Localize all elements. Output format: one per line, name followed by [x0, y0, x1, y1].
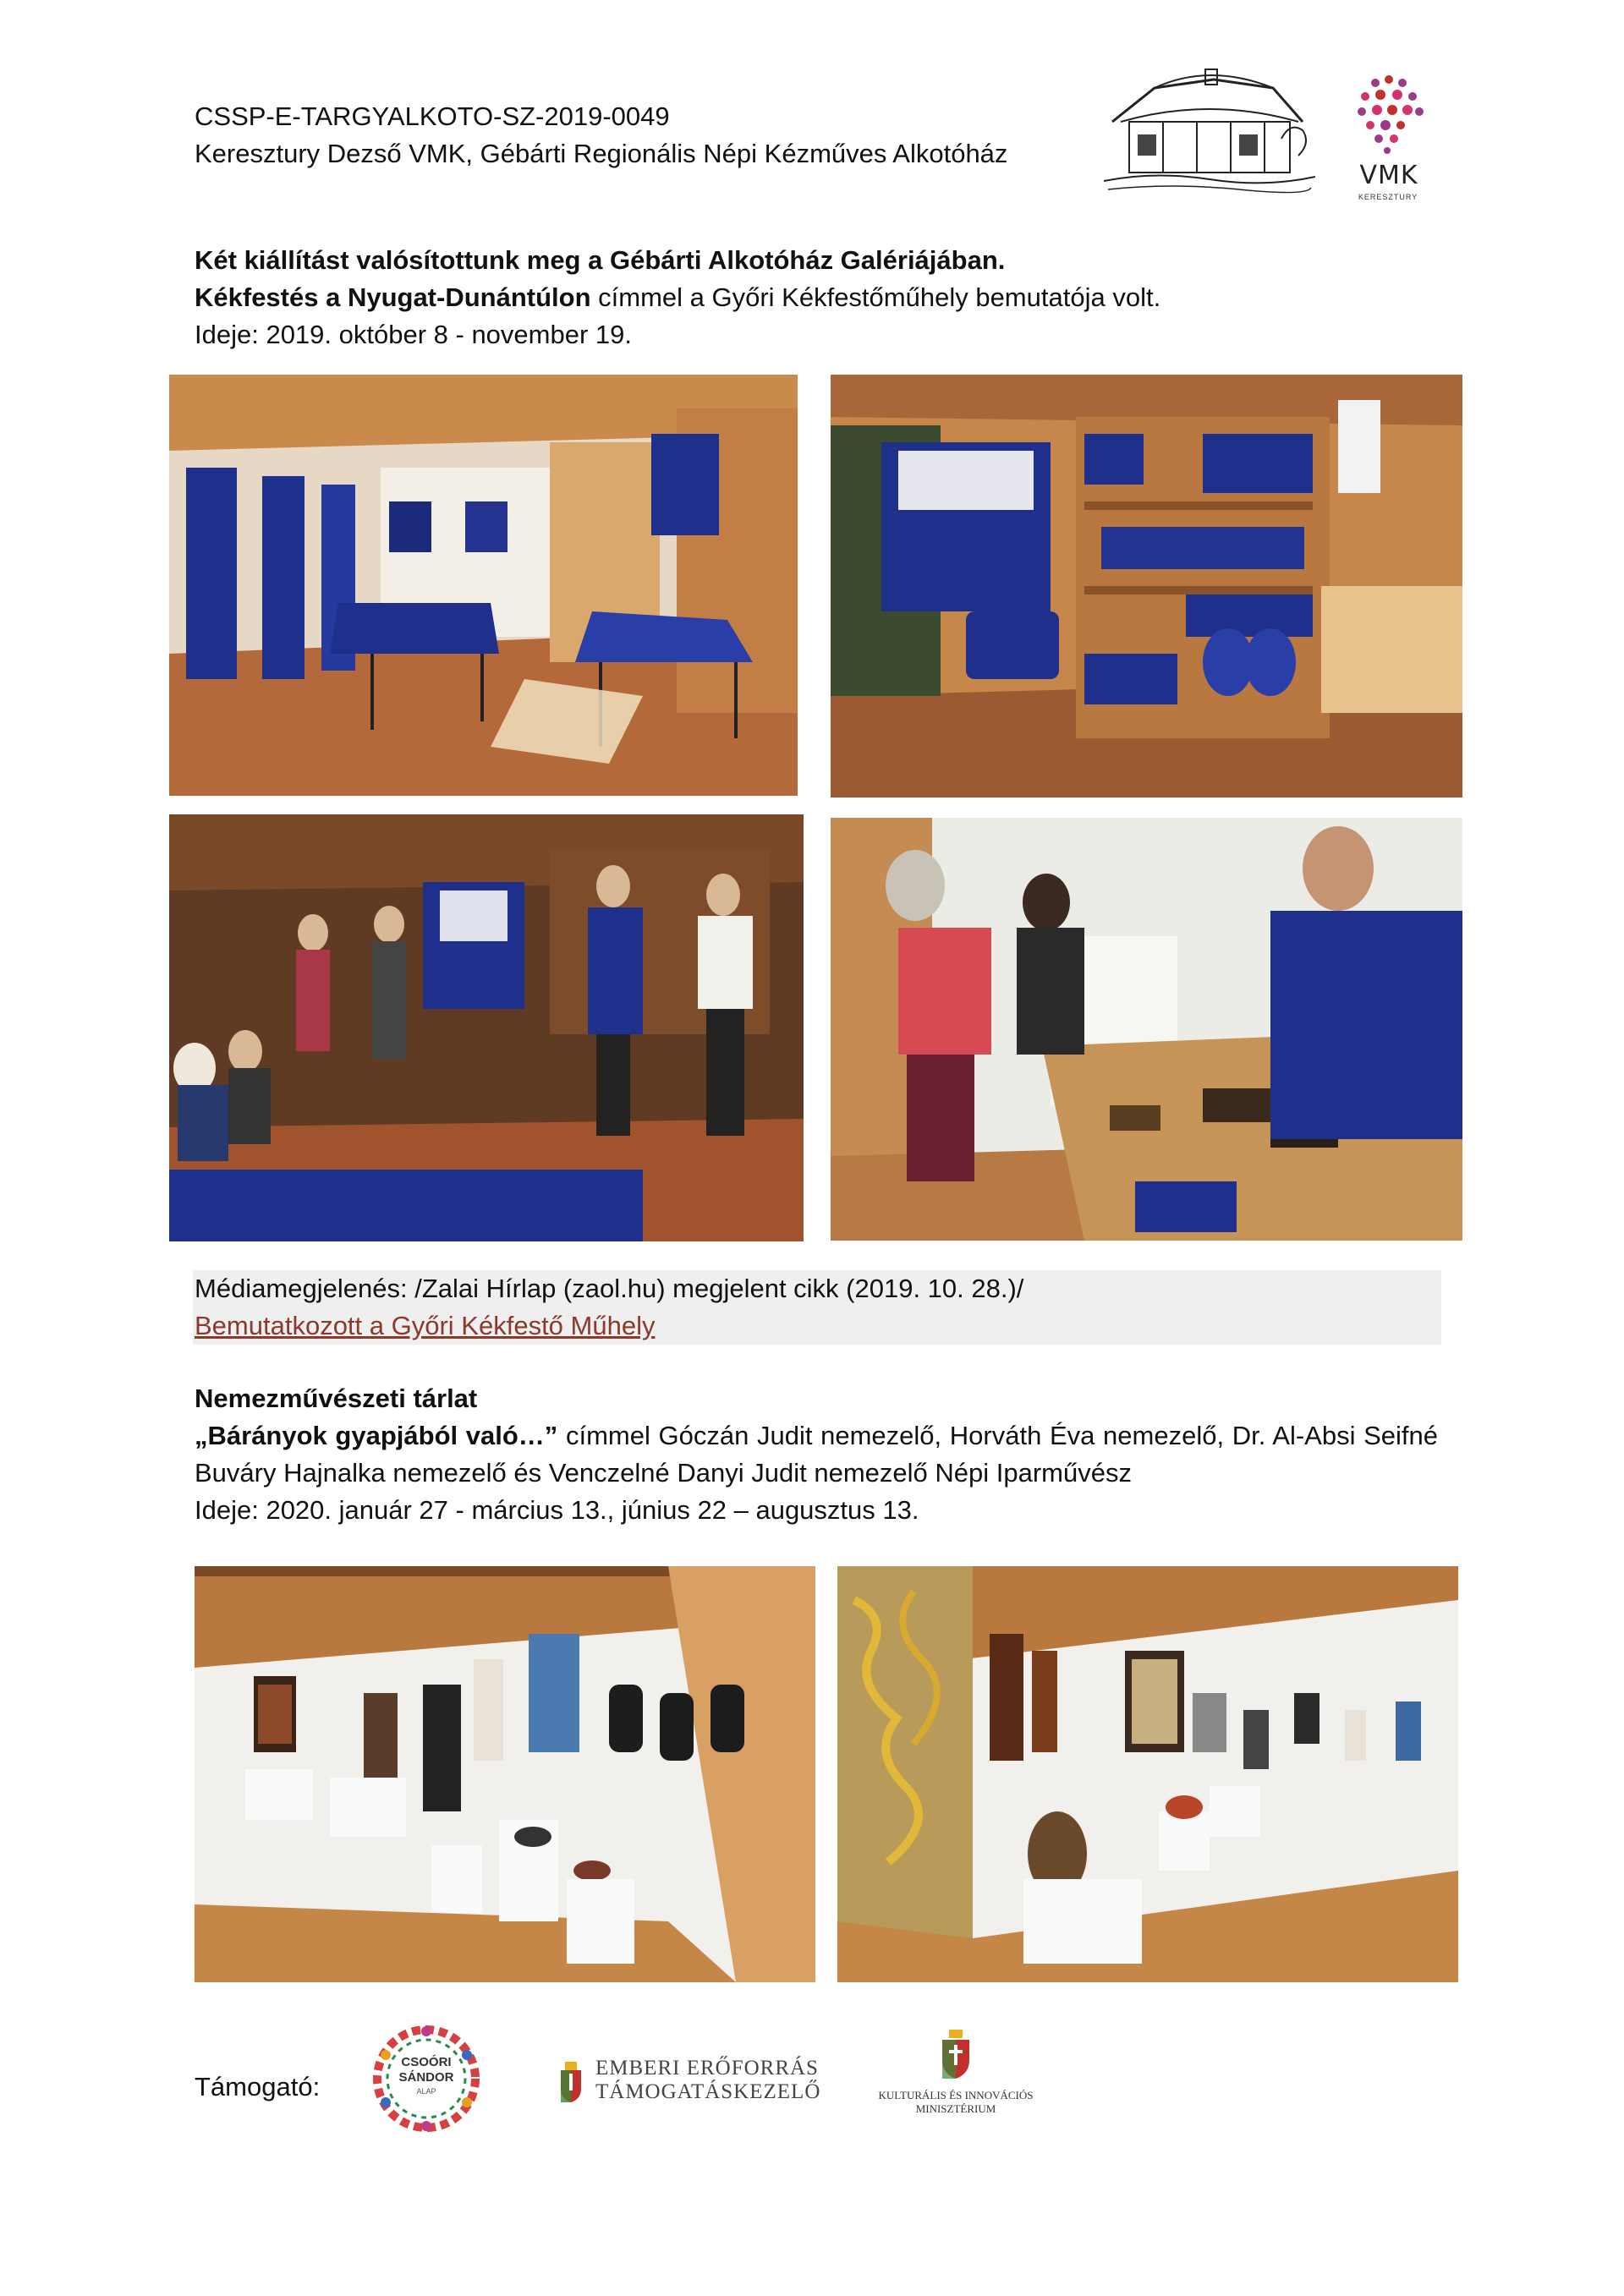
ministry-logo-line2: MINISZTÉRIUM — [915, 2102, 996, 2115]
emberi-eroforras-logo — [558, 2055, 820, 2107]
exhibition1-line — [195, 279, 1160, 316]
csoori-logo-line3: ALAP — [416, 2087, 436, 2096]
photo-felt-gallery-right — [837, 1566, 1458, 1982]
felt-heading: Nemezművészeti tárlat — [195, 1384, 478, 1413]
emberi-logo-line2: TÁMOGATÁSKEZELŐ — [595, 2080, 821, 2103]
ministry-logo — [863, 2030, 1049, 2123]
sponsor-label: Támogató: — [195, 2072, 321, 2101]
exhibition1-description: címmel a Győri Kékfestőműhely bemutatója volt. — [590, 282, 1161, 312]
emberi-logo-line1: EMBERI ERŐFORRÁS — [595, 2057, 819, 2080]
ministry-logo-line1: KULTURÁLIS ÉS INNOVÁCIÓS — [878, 2089, 1034, 2101]
house-logo — [1104, 63, 1315, 198]
photo-opening-visitors — [169, 814, 804, 1241]
intro-heading: Két kiállítást valósítottunk meg a Gébárti Alkotóház Galériájában. — [195, 245, 1006, 275]
felt-description — [195, 1417, 1438, 1492]
exhibition1-title: Kékfestés a Nyugat-Dunántúlon — [195, 282, 591, 312]
exhibition1-dates: Ideje: 2019. október 8 - november 19. — [195, 320, 632, 349]
photo-indigo-gallery-room — [169, 375, 798, 796]
csoori-logo-line1: CSOÓRI — [401, 2055, 452, 2069]
vmk-logo-text: VMK — [1359, 161, 1418, 190]
vmk-logo-subtext: KERESZTURY — [1358, 193, 1418, 201]
media-appearance-text: Médiamegjelenés: /Zalai Hírlap (zaol.hu) megjelent cikk (2019. 10. 28.)/ — [195, 1274, 1024, 1303]
felt-artists: címmel Góczán Judit nemezelő, Horváth Éva nemezelő, Dr. Al-Absi Seifné Buváry Hajnalka nemezelő és Venczelné Danyi Judit nemezelő Népi Iparművész — [195, 1421, 1439, 1488]
csoori-logo-line2: SÁNDOR — [398, 2070, 454, 2085]
media-article-link[interactable]: Bemutatkozott a Győri Kékfestő Műhely — [195, 1311, 656, 1340]
document-code: CSSP-E-TARGYALKOTO-SZ-2019-0049 — [195, 101, 670, 131]
organisation-name: Keresztury Dezső VMK, Gébárti Regionális Népi Kézműves Alkotóház — [195, 139, 1008, 168]
csoori-sandor-alap-logo — [369, 2021, 484, 2136]
photo-indigo-shelves — [831, 375, 1462, 797]
photo-felt-gallery-left — [195, 1566, 815, 1982]
felt-title: „Bárányok gyapjából való…” — [195, 1421, 558, 1450]
photo-block-printing-demo — [831, 818, 1462, 1241]
vmk-logo — [1341, 71, 1435, 206]
felt-dates: Ideje: 2020. január 27 - március 13., június 22 – augusztus 13. — [195, 1495, 919, 1525]
